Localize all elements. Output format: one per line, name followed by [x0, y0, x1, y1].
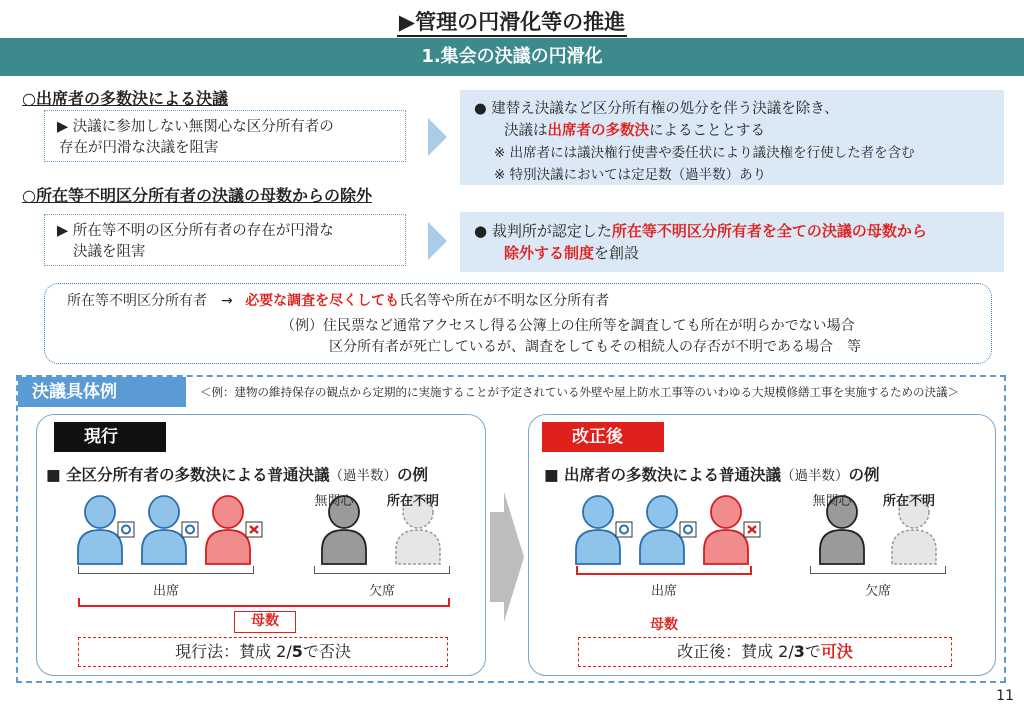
page-title: ▶管理の円滑化等の推進 — [0, 6, 1024, 36]
revised-chip: 改正後 — [542, 422, 664, 452]
measure-text: 決議は — [504, 123, 548, 139]
example-note: ＜例：建物の維持保存の観点から定期的に実施することが予定されている外壁や屋上防水工事等のいわゆる大規模修繕工事を実施するための決議＞ — [200, 385, 959, 399]
definition-text: 氏名等や所在が不明な区分所有者 — [399, 293, 610, 309]
note-text: ※ 特別決議においては定足数（過半数）あり — [494, 167, 767, 183]
example-text: 区分所有者が死亡しているが、調査をしてもその相続人の存否が不明である場合 等 — [329, 339, 861, 355]
section2-heading: ○所在等不明区分所有者の決議の母数からの除外 — [22, 186, 372, 205]
reject-person-icon — [704, 496, 748, 564]
denominator-bracket — [78, 598, 450, 607]
definition-term: 所在等不明区分所有者 → — [67, 293, 233, 309]
definition-box — [44, 283, 992, 364]
problem-text: ▶ 決議に参加しない無関心な区分所有者の — [57, 119, 334, 135]
denominator-label: 母数 — [650, 617, 678, 633]
absent-label: 欠席 — [864, 584, 891, 599]
absent-bracket — [314, 566, 450, 574]
present-label: 出席 — [650, 584, 677, 599]
approve-person-icon — [78, 496, 122, 564]
reject-person-icon — [206, 496, 250, 564]
approve-mark-icon — [680, 522, 696, 537]
section1-heading: ○出席者の多数決による決議 — [22, 89, 228, 108]
arrow-right-icon — [428, 222, 447, 260]
arrow-right-icon — [490, 492, 524, 622]
note-text: ※ 出席者には議決権行使書や委任状により議決権を行使した者を含む — [494, 145, 915, 161]
section-band: 1.集会の決議の円滑化 — [0, 38, 1024, 76]
measure-text: ● 裁判所が認定した — [474, 222, 612, 240]
arrow-right-icon — [428, 118, 447, 156]
indifferent-label: 無関心 — [314, 494, 354, 509]
absent-label: 欠席 — [368, 584, 395, 599]
present-label: 出席 — [152, 584, 179, 599]
problem-text: ▶ 所在等不明の区分所有者の存在が円滑な — [57, 223, 334, 239]
approve-person-icon — [576, 496, 620, 564]
section1-measure-box — [460, 90, 1004, 185]
problem-text: 存在が円滑な決議を阻害 — [59, 140, 219, 156]
measure-text: を創設 — [594, 244, 640, 262]
section2-problem-box — [44, 214, 406, 266]
present-bracket — [78, 566, 254, 574]
result-box: 現行法：賛成 2/5で否決 — [78, 637, 448, 667]
result-box: 改正後：賛成 2/3で可決 — [578, 637, 952, 667]
unknown-label: 所在不明 — [386, 494, 439, 509]
example-tag: 決議具体例 — [18, 377, 186, 407]
unknown-label: 所在不明 — [882, 494, 935, 509]
approve-mark-icon — [616, 522, 632, 537]
reject-mark-icon — [744, 522, 760, 537]
example-text: （例）住民票など通常アクセスし得る公簿上の住所等を調査しても所在が明らかでない場合 — [281, 318, 855, 334]
absent-bracket — [810, 566, 946, 574]
denominator-bracket — [576, 566, 752, 575]
measure-text: ● 建替え決議など区分所有権の処分を伴う決議を除き、 — [474, 101, 839, 117]
measure-text: によることとする — [649, 123, 765, 139]
highlight-text: 必要な調査を尽くしても — [245, 293, 400, 309]
problem-text: 決議を阻害 — [73, 244, 146, 260]
section1-problem-box — [44, 110, 406, 162]
reject-mark-icon — [246, 522, 262, 537]
approve-mark-icon — [118, 522, 134, 537]
panel-title: ■ 出席者の多数決による普通決議（過半数）の例 — [544, 466, 880, 484]
approve-person-icon — [142, 496, 186, 564]
panel-title: ■ 全区分所有者の多数決による普通決議（過半数）の例 — [46, 466, 429, 484]
current-chip: 現行 — [54, 422, 166, 452]
section2-measure-box — [460, 212, 1004, 272]
approve-person-icon — [640, 496, 684, 564]
highlight-text: 除外する制度 — [504, 244, 595, 262]
indifferent-label: 無関心 — [812, 494, 852, 509]
denominator-badge: 母数 — [234, 611, 296, 633]
approve-mark-icon — [182, 522, 198, 537]
highlight-text: 所在等不明区分所有者を全ての決議の母数から — [611, 222, 927, 240]
highlight-text: 出席者の多数決 — [547, 123, 649, 139]
page-number: 11 — [996, 688, 1014, 704]
